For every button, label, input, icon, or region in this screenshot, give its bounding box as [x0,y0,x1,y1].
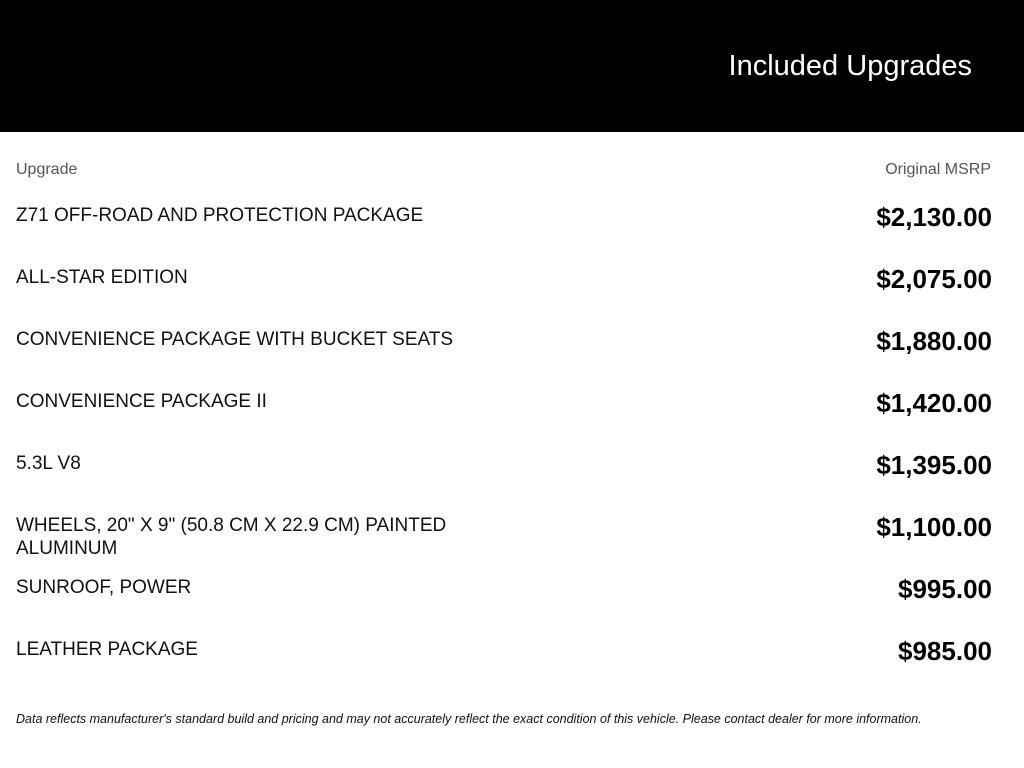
upgrade-row [0,386,1024,448]
upgrade-price: $1,395.00 [876,450,992,480]
upgrade-price: $2,075.00 [876,264,992,294]
upgrade-row [0,634,1024,696]
upgrade-row [0,572,1024,634]
upgrade-price: $1,420.00 [876,388,992,418]
upgrade-name: ALL-STAR EDITION [16,267,188,288]
upgrade-row [0,200,1024,262]
page-title: Included Upgrades [728,50,972,82]
upgrade-row [0,262,1024,324]
column-header-msrp: Original MSRP [885,161,991,178]
upgrade-price: $1,880.00 [876,326,992,356]
upgrade-name: 5.3L V8 [16,453,81,474]
upgrade-price: $995.00 [898,574,992,604]
upgrade-row [0,448,1024,510]
upgrade-price: $1,100.00 [876,512,992,542]
upgrade-name: WHEELS, 20" X 9" (50.8 CM X 22.9 CM) PAINTED ALUMINUM [16,515,447,559]
upgrade-name: SUNROOF, POWER [16,577,192,598]
upgrade-name: LEATHER PACKAGE [16,639,198,660]
upgrade-name: CONVENIENCE PACKAGE II [16,391,267,412]
column-header-upgrade: Upgrade [16,161,78,178]
upgrade-price: $985.00 [898,636,992,666]
upgrade-row [0,510,1024,572]
upgrade-price: $2,130.00 [876,202,992,232]
page-header [0,0,1024,132]
upgrade-name: CONVENIENCE PACKAGE WITH BUCKET SEATS [16,329,454,350]
upgrade-name: Z71 OFF-ROAD AND PROTECTION PACKAGE [16,205,424,226]
upgrades-list [0,200,1024,696]
upgrade-row [0,324,1024,386]
disclaimer-text: Data reflects manufacturer's standard build and pricing and may not accurately reflect the exact condition of this vehicle. Please contact dealer for more information. [16,712,922,726]
